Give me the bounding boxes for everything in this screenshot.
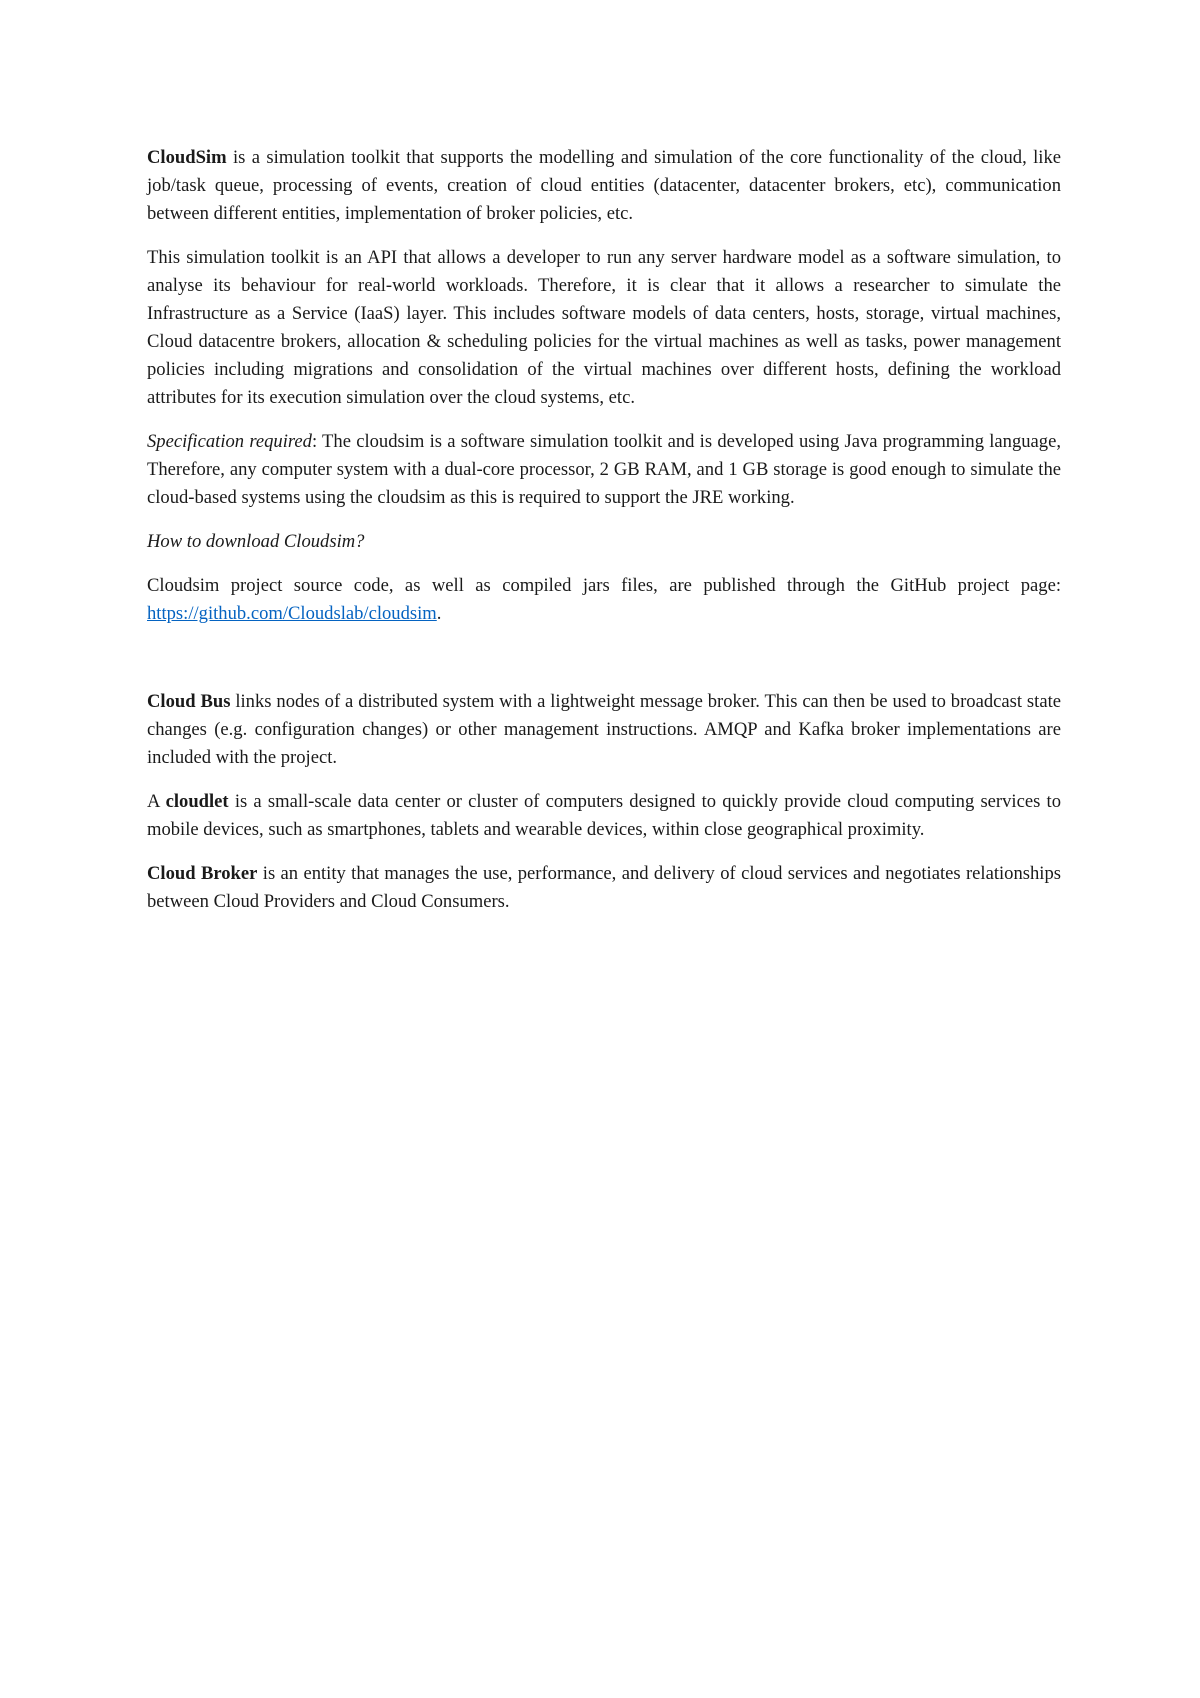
paragraph-cloudlet-lead: A bbox=[147, 791, 166, 812]
paragraph-simulation-toolkit-text: This simulation toolkit is an API that allows a developer to run any server hardware model as a software simulation, to analyse its behaviour for real-world workloads. Therefore, it is clear that it allows a researcher to simulate the Infrastructure as a Service (IaaS) layer. This includes software models of data centers, hosts, storage, virtual machines, Cloud datacentre brokers, allocation & scheduling policies for the virtual machines as well as tasks, power management policies including migrations and consolidation of the virtual machines over different hosts, defining the workload attributes for its execution simulation over the cloud systems, etc. bbox=[147, 247, 1061, 408]
paragraph-cloud-broker bbox=[147, 860, 1061, 916]
paragraph-cloud-bus-text: links nodes of a distributed system with a lightweight message broker. This can then be used to broadcast state changes (e.g. configuration changes) or other management instructions. AMQP and Kafka broker implementations are included with the project. bbox=[147, 691, 1061, 768]
paragraph-cloudlet-text: is a small-scale data center or cluster of computers designed to quickly provide cloud computing services to mobile devices, such as smartphones, tablets and wearable devices, within close geographical proximity. bbox=[147, 791, 1061, 840]
term-cloudlet: cloudlet bbox=[165, 791, 229, 812]
paragraph-specification bbox=[147, 428, 1061, 512]
paragraph-source-code-text: Cloudsim project source code, as well as compiled jars files, are published through the GitHub project page: bbox=[147, 575, 1061, 596]
paragraph-source-code bbox=[147, 572, 1061, 628]
term-cloudsim: CloudSim bbox=[147, 147, 227, 168]
paragraph-cloud-broker-text: is an entity that manages the use, performance, and delivery of cloud services and negotiates relationships between Cloud Providers and Cloud Consumers. bbox=[147, 863, 1061, 912]
paragraph-cloudsim bbox=[147, 144, 1061, 228]
label-specification-required: Specification required bbox=[147, 431, 312, 452]
document-page bbox=[147, 144, 1061, 932]
term-cloud-broker: Cloud Broker bbox=[147, 863, 258, 884]
heading-how-to-download: How to download Cloudsim? bbox=[147, 531, 365, 552]
paragraph-simulation-toolkit bbox=[147, 244, 1061, 412]
paragraph-cloudsim-text: is a simulation toolkit that supports the modelling and simulation of the core functionality of the cloud, like job/task queue, processing of events, creation of cloud entities (datacenter, datacenter brokers, etc), communication between different entities, implementation of broker policies, etc. bbox=[147, 147, 1061, 224]
paragraph-cloud-bus bbox=[147, 688, 1061, 772]
paragraph-specification-text: : The cloudsim is a software simulation toolkit and is developed using Java programming language, Therefore, any computer system with a dual-core processor, 2 GB RAM, and 1 GB storage is good enough to simulate the cloud-based systems using the cloudsim as this is required to support the JRE working. bbox=[147, 431, 1062, 508]
paragraph-cloudlet bbox=[147, 788, 1061, 844]
term-cloud-bus: Cloud Bus bbox=[147, 691, 231, 712]
paragraph-source-code-end: . bbox=[436, 603, 442, 624]
paragraph-how-to-download bbox=[147, 528, 1061, 556]
github-link[interactable]: https://github.com/Cloudslab/cloudsim bbox=[147, 603, 437, 624]
